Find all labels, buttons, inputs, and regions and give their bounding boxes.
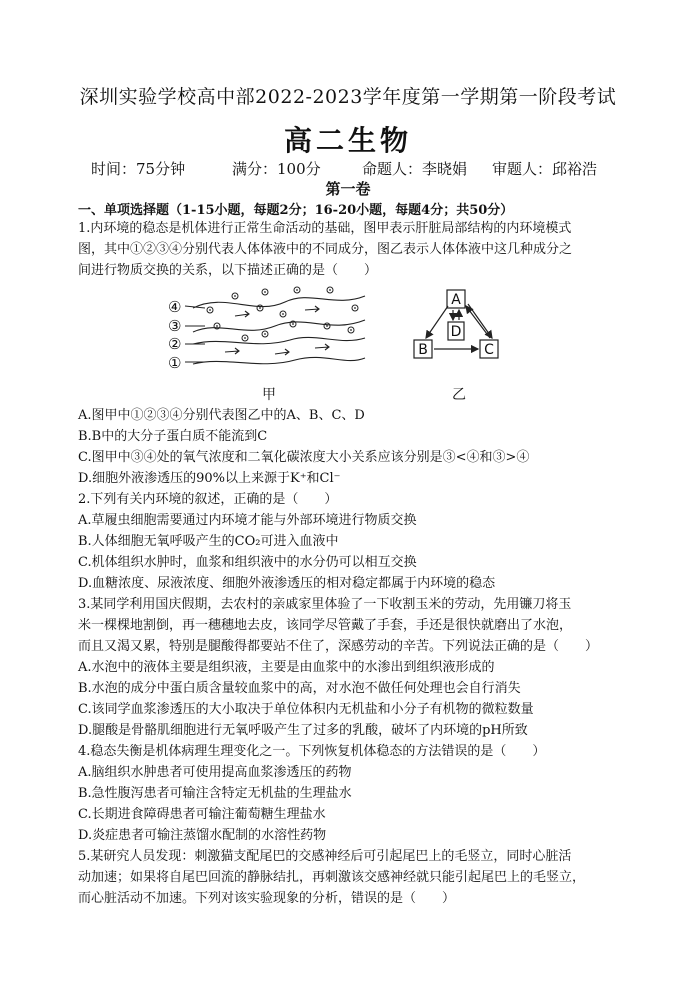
q1-option-d: D.细胞外液渗透压的90%以上来源于K⁺和Cl⁻: [78, 471, 341, 486]
q3-stem-line-2: 米一棵棵地割倒，再一穗穗地去皮，该同学尽管戴了手套，手还是很快就磨出了水泡，: [78, 618, 573, 633]
q3-option-a: A.水泡中的液体主要是组织液，主要是由血浆中的水渗出到组织液形成的: [78, 660, 495, 675]
q2-option-c: C.机体组织水肿时，血浆和组织液中的水分仍可以相互交换: [78, 555, 417, 570]
q1-option-c: C.图甲中③④处的氧气浓度和二氧化碳浓度大小关系应该分别是③<④和③>④: [78, 450, 530, 465]
exam-author: 命题人：李晓娟: [362, 160, 468, 178]
q5-stem-line-2: 动加速；如果将自尾巴回流的静脉结扎，再刺激该交感神经就只能引起尾巴上的毛竖立，: [78, 870, 586, 885]
jia-label-3: ③: [168, 317, 182, 335]
exam-reviewer: 审题人：邱裕浩: [492, 160, 598, 178]
q4-option-b: B.急性腹泻患者可输注含特定无机盐的生理盐水: [78, 786, 352, 801]
q3-option-c: C.该同学血浆渗透压的大小取决于单位体积内无机盐和小分子有机物的微粒数量: [78, 702, 534, 717]
q1-stem-line-1: 1.内环境的稳态是机体进行正常生命活动的基础，图甲表示肝脏局部结构的内环境模式: [78, 221, 572, 236]
q4-option-a: A.脑组织水肿患者可使用提高血浆渗透压的药物: [78, 765, 352, 780]
section-title: 一、单项选择题（1-15小题，每题2分；16-20小题，每题4分；共50分）: [78, 203, 514, 218]
q3-stem-line-3: 而且又渴又累，特别是腿酸得都要站不住了，深感劳动的辛苦。下列说法正确的是（ ）: [78, 639, 599, 654]
q5-stem-line-1: 5.某研究人员发现：刺激猫支配尾巴的交感神经后可引起尾巴上的毛竖立，同时心脏活: [78, 849, 572, 864]
q4-option-c: C.长期进食障碍患者可输注葡萄糖生理盐水: [78, 807, 326, 822]
exam-time: 时间：75分钟: [91, 160, 186, 178]
yi-node-a: A: [451, 292, 461, 308]
q4-option-d: D.炎症患者可输注蒸馏水配制的水溶性药物: [78, 828, 327, 843]
subject-title: 高二生物: [283, 124, 412, 157]
q2-stem: 2.下列有关内环境的叙述，正确的是（ ）: [78, 492, 338, 507]
q1-option-a: A.图甲中①②③④分别代表图乙中的A、B、C、D: [78, 408, 365, 423]
q1-stem-line-3: 间进行物质交换的关系，以下描述正确的是（ ）: [78, 263, 378, 278]
exam-title: 深圳实验学校高中部2022-2023学年度第一学期第一阶段考试: [79, 86, 617, 108]
q2-option-b: B.人体细胞无氧呼吸产生的CO₂可进入血液中: [78, 534, 339, 549]
figure-jia-diagram: [165, 286, 370, 372]
part-title: 第一卷: [325, 180, 371, 198]
q3-stem-line-1: 3.某同学利用国庆假期，去农村的亲戚家里体验了一下收割玉米的劳动，先用镰刀将玉: [78, 597, 572, 612]
q3-option-b: B.水泡的成分中蛋白质含量较血浆中的高，对水泡不做任何处理也会自行消失: [78, 681, 521, 696]
q4-stem: 4.稳态失衡是机体病理生理变化之一。下列恢复机体稳态的方法错误的是（ ）: [78, 744, 546, 759]
q2-option-a: A.草履虫细胞需要通过内环境才能与外部环境进行物质交换: [78, 513, 417, 528]
yi-node-b: B: [418, 342, 428, 358]
yi-node-c: C: [484, 342, 494, 358]
q1-stem-line-2: 图，其中①②③④分别代表人体体液中的不同成分，图乙表示人体体液中这几种成分之: [78, 242, 573, 257]
exam-score: 满分：100分: [232, 160, 321, 178]
jia-label-2: ②: [168, 335, 182, 353]
figure-yi-caption: 乙: [452, 387, 466, 403]
figure-jia-caption: 甲: [262, 387, 276, 403]
jia-label-1: ①: [168, 354, 182, 372]
jia-label-4: ④: [168, 298, 182, 316]
yi-node-d: D: [450, 324, 462, 340]
q3-option-d: D.腿酸是骨骼肌细胞进行无氧呼吸产生了过多的乳酸，破坏了内环境的pH所致: [78, 723, 528, 738]
q5-stem-line-3: 而心脏活动不加速。下列对该实验现象的分析，错误的是（ ）: [78, 891, 456, 906]
q1-option-b: B.B中的大分子蛋白质不能流到C: [78, 429, 268, 444]
figure-yi-diagram: [408, 286, 508, 364]
q2-option-d: D.血糖浓度、尿液浓度、细胞外液渗透压的相对稳定都属于内环境的稳态: [78, 576, 496, 591]
